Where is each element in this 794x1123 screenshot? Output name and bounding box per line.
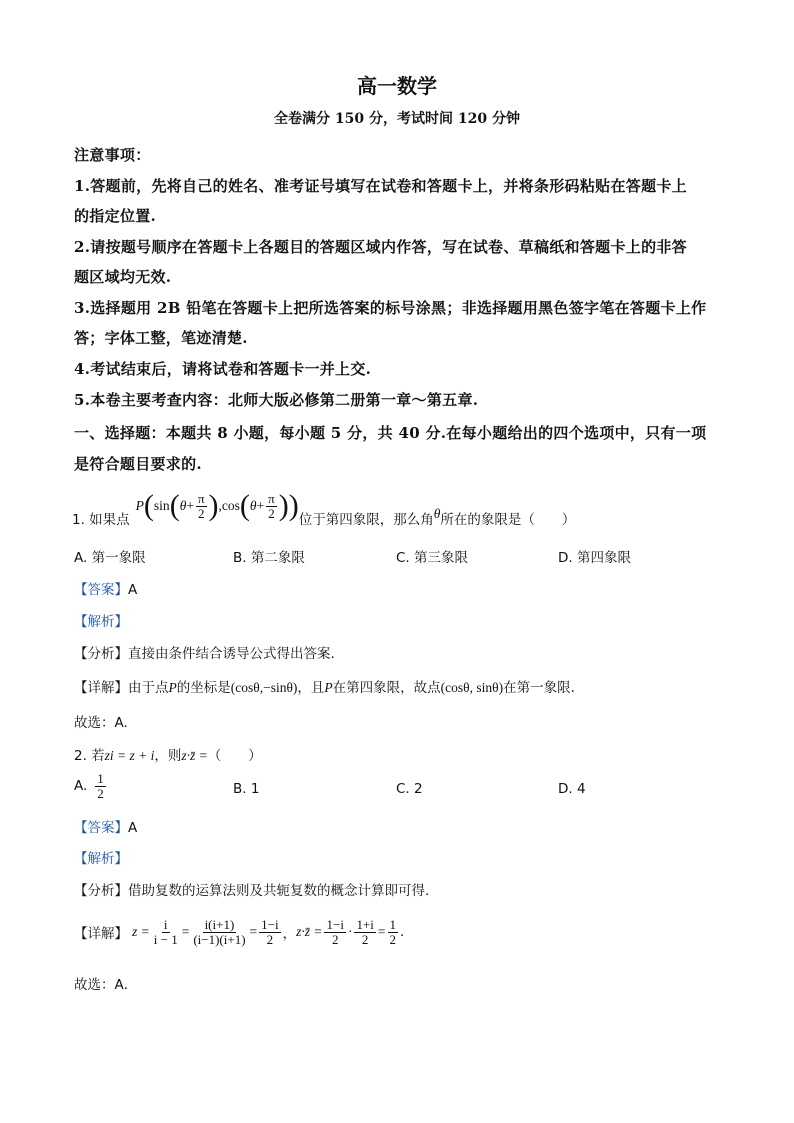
q1-option-b: B. 第二象限: [233, 550, 305, 566]
q2-eq-1: =: [181, 924, 190, 939]
q1-analysis-line: [74, 610, 128, 630]
q1-theta-2: θ: [249, 498, 257, 513]
answer-tag: 【答案】: [74, 582, 128, 598]
q1-option-c: C. 第三象限: [396, 550, 469, 566]
q1-option-a: A. 第一象限: [74, 550, 146, 566]
notes-heading: 注意事项：: [74, 146, 151, 164]
q2-eq-2: =: [249, 924, 258, 939]
frac-numerator: i: [163, 916, 168, 932]
q2-fenxi: 借助复数的运算法则及共轭复数的概念计算即可得.: [128, 883, 430, 899]
page-title: 高一数学: [357, 74, 437, 98]
frac-denominator: 2: [389, 931, 397, 947]
note-2-line-1: 2.请按题号顺序在答题卡上各题目的答题区域内作答，写在试卷、草稿纸和答题卡上的非答: [74, 238, 687, 256]
q2-option-b: B. 1: [233, 781, 260, 797]
q2-option-d: D. 4: [558, 781, 586, 797]
frac-numerator: π: [197, 490, 205, 506]
q1-detail-point-2: P: [324, 680, 333, 695]
q2-dot: ·: [347, 924, 353, 939]
q2-option-a-label: A.: [74, 778, 88, 795]
frac-numerator: π: [268, 490, 275, 506]
q1-open-paren: (: [143, 489, 154, 522]
q1-theta-3: θ: [433, 506, 441, 521]
q2-detail-line: [74, 910, 404, 954]
note-5: 5.本卷主要考查内容：北师大版必修第二册第一章～第五章.: [74, 391, 479, 409]
frac-numerator: 1: [389, 916, 397, 932]
q2-end: .: [400, 924, 405, 940]
q1-cos-close: ): [278, 489, 289, 522]
q2-stem-math: zi = z + i: [104, 748, 155, 763]
q1-prefix: 1. 如果点: [72, 512, 130, 528]
q1-point-letter: P: [135, 498, 144, 513]
q1-detail-point-1: P: [168, 680, 177, 695]
q2-frac-6: [388, 918, 399, 946]
q2-frac-5: [354, 918, 375, 946]
q2-frac-1: [152, 918, 180, 946]
frac-numerator: 1−i: [261, 916, 279, 932]
frac-denominator: (i−1)(i+1): [193, 931, 246, 947]
q1-sin: sin: [153, 498, 170, 513]
detail-tag: 【详解】: [74, 680, 128, 696]
section-heading-line-1: 一、选择题：本题共 8 小题，每小题 5 分，共 40 分.在每小题给出的四个选项中，只有一项: [74, 424, 707, 442]
q2-eq-3: =: [377, 924, 386, 939]
q1-detail-line: [74, 676, 575, 696]
frac-denominator: 2: [361, 931, 369, 947]
q1-suffix-2: 所在的象限是（ ）: [440, 512, 576, 528]
note-3-line-2: 答；字体工整，笔迹清楚.: [74, 329, 248, 347]
q2-choose: 故选：A．: [74, 977, 138, 993]
section-heading-line-2: 是符合题目要求的.: [74, 455, 202, 473]
q1-detail-coord-2: (cosθ, sinθ): [440, 680, 504, 695]
q1-option-d: D. 第四象限: [558, 550, 631, 566]
q2-option-c: C. 2: [396, 781, 423, 797]
frac-denominator: 2: [266, 931, 274, 947]
analysis-tag: 【解析】: [74, 614, 128, 630]
q1-cos: cos: [221, 498, 240, 513]
frac-denominator: 2: [268, 505, 275, 521]
analysis-tag: 【解析】: [74, 851, 128, 867]
note-1-line-2: 的指定位置.: [74, 207, 157, 225]
q1-detail-coord-1: (cosθ,−sinθ): [230, 680, 298, 695]
frac-denominator: i − 1: [153, 931, 178, 947]
q1-answer-line: [74, 578, 137, 598]
q2-fenxi-line: [74, 879, 429, 899]
q1-cos-open: (: [239, 489, 250, 522]
q2-stem-suffix: （ ）: [207, 748, 262, 764]
frac-numerator: 1−i: [326, 916, 344, 932]
frac-numerator: i(i+1): [204, 916, 235, 932]
frac-denominator: 2: [97, 785, 104, 801]
q2-answer-line: [74, 816, 137, 836]
note-2-line-2: 题区域均无效.: [74, 268, 172, 286]
frac-denominator: 2: [331, 931, 339, 947]
q1-detail-d: 在第四象限，故点: [332, 680, 441, 696]
frac-numerator: 1+i: [356, 916, 374, 932]
q2-answer: A: [128, 820, 138, 836]
q1-suffix: 位于第四象限，那么角: [298, 512, 434, 528]
q2-sep: ，: [282, 926, 297, 942]
q1-sin-close: ): [208, 489, 219, 522]
note-1-line-1: 1.答题前，先将自己的姓名、准考证号填写在试卷和答题卡上，并将条形码粘贴在答题卡上: [74, 177, 687, 195]
q1-answer: A: [128, 582, 138, 598]
q1-plus-2: +: [256, 498, 265, 513]
q1-detail-b: 的坐标是: [176, 680, 231, 696]
q2-analysis-line: [74, 847, 128, 867]
q2-prefix: 2. 若: [74, 748, 105, 764]
q1-pi-over-2-a: [196, 492, 207, 520]
q1-close-paren: ): [288, 489, 299, 522]
q1-fenxi: 直接由条件结合诱导公式得出答案.: [128, 646, 335, 662]
q2-stem-mid: ，则: [154, 748, 182, 764]
q1-detail-c: ，且: [297, 680, 325, 696]
frac-denominator: 2: [197, 505, 205, 521]
note-4: 4.考试结束后，请将试卷和答题卡一并上交.: [74, 360, 372, 378]
q2-frac-2: [191, 918, 247, 946]
q2-option-a: [74, 772, 108, 800]
q2-frac-3: [259, 918, 280, 946]
frac-numerator: 1: [97, 771, 104, 786]
q2-option-a-fraction: [95, 772, 106, 800]
q1-detail-e: 在第一象限.: [503, 680, 575, 696]
q2-stem-math-2: z·z̄ =: [181, 748, 208, 763]
note-3-line-1: 3.选择题用 2B 铅笔在答题卡上把所选答案的标号涂黑；非选择题用黑色签字笔在答题卡上作: [74, 299, 707, 317]
question-1-stem: [72, 482, 575, 530]
q1-choose: 故选：A.: [74, 715, 128, 731]
question-2-stem: [74, 744, 262, 764]
fenxi-tag: 【分析】: [74, 883, 128, 899]
detail-tag: 【详解】: [74, 926, 128, 942]
exam-subtitle: 全卷满分 150 分，考试时间 120 分钟: [274, 111, 520, 127]
q2-z: z =: [132, 924, 150, 939]
q2-frac-4: [324, 918, 345, 946]
q1-pi-over-2-b: [266, 492, 277, 520]
answer-tag: 【答案】: [74, 820, 128, 836]
q1-sin-open: (: [169, 489, 180, 522]
fenxi-tag: 【分析】: [74, 646, 128, 662]
q1-fenxi-line: [74, 642, 335, 662]
q2-zz: z·z̄ =: [296, 924, 323, 939]
q1-detail-a: 由于点: [128, 680, 169, 696]
q1-theta-1: θ: [179, 498, 187, 513]
q1-plus-1: +: [186, 498, 194, 513]
q1-comma: ,: [218, 498, 222, 513]
